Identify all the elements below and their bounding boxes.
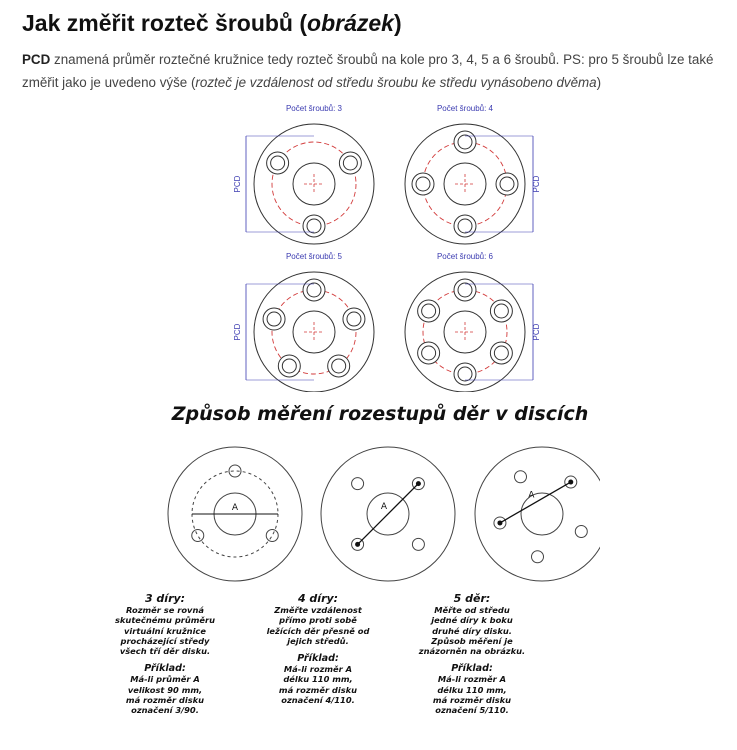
- caption-heading: 3 díry:: [144, 592, 186, 605]
- measure-point: [497, 520, 502, 525]
- caption-heading: 4 díry:: [297, 592, 339, 605]
- bolt-count-label: Počet šroubů: 4: [436, 104, 494, 113]
- caption-line: Rozměr se rovná: [126, 605, 204, 615]
- bolt-hole-outer: [263, 308, 285, 330]
- title-text: Jak změřit rozteč šroubů (: [22, 10, 308, 36]
- bolt-hole-outer: [267, 152, 289, 174]
- bolt-hole: [266, 530, 278, 542]
- bolt-hole-outer: [454, 131, 476, 153]
- caption-line: druhé díry disku.: [432, 625, 512, 636]
- caption-1: [95, 592, 235, 716]
- caption-line: Měřte od středu: [434, 605, 510, 615]
- example-heading: Příklad:: [297, 653, 339, 665]
- measure-label: A: [231, 503, 239, 513]
- intro-close: ): [596, 75, 602, 90]
- example-line: délku 110 mm,: [437, 684, 507, 695]
- caption-line: jedné díry k boku: [431, 615, 513, 626]
- example-line: označení 5/110.: [435, 705, 509, 716]
- wheel-3-bolts: [233, 104, 374, 244]
- bolt-hole-outer: [454, 279, 476, 301]
- wheel-6-bolts: [405, 252, 541, 392]
- example-line: označení 4/110.: [281, 695, 355, 706]
- bolt-hole-outer: [303, 215, 325, 237]
- pcd-label: PCD: [233, 323, 242, 341]
- wheel-4-bolts: [405, 104, 541, 244]
- bolt-hole-outer: [303, 279, 325, 301]
- bolt-hole-outer: [454, 215, 476, 237]
- example-line: má rozměr disku: [125, 695, 205, 706]
- bolt-hole-outer: [339, 152, 361, 174]
- wheel-5-bolts: [233, 252, 374, 392]
- disc-4-holes: [321, 447, 455, 581]
- bolt-hole: [515, 471, 527, 483]
- example-line: označení 3/90.: [131, 705, 199, 716]
- caption-2: [248, 592, 388, 705]
- caption-heading: 5 děr:: [453, 592, 491, 605]
- bolt-count-label: Počet šroubů: 5: [285, 252, 343, 261]
- pcd-label: PCD: [532, 175, 541, 193]
- example-line: Má-li průměr A: [130, 674, 200, 685]
- example-line: velikost 90 mm,: [127, 684, 203, 695]
- caption-line: znázorněn na obrázku.: [418, 646, 526, 657]
- caption-line: všech tří děr disku.: [119, 646, 211, 657]
- caption-line: skutečnému průměru: [114, 615, 216, 626]
- intro-bold: PCD: [22, 52, 51, 67]
- example-line: má rozměr disku: [278, 684, 358, 695]
- bolt-hole: [532, 551, 544, 563]
- pcd-label: PCD: [233, 175, 242, 193]
- bolt-count-label: Počet šroubů: 6: [436, 252, 494, 261]
- bolt-hole-outer: [418, 300, 440, 322]
- bolt-hole: [192, 530, 204, 542]
- page-title: [22, 10, 402, 37]
- measure-point: [568, 480, 573, 485]
- method-title: Způsob měření rozestupů děr v discích: [171, 403, 589, 425]
- caption-line: virtuální kružnice: [124, 625, 206, 636]
- caption-3: [402, 592, 542, 716]
- measurement-diagram: [150, 396, 600, 582]
- disc-3-holes: [168, 447, 302, 581]
- intro-paragraph: [22, 48, 728, 94]
- bolt-hole: [412, 538, 424, 550]
- measure-point: [416, 481, 421, 486]
- pcd-diagram: [210, 96, 550, 392]
- title-suffix: ): [393, 10, 402, 36]
- caption-line: přímo proti sobě: [279, 615, 357, 626]
- bolt-hole: [352, 478, 364, 490]
- disc-5-holes: [475, 447, 600, 581]
- caption-line: procházející středy: [120, 635, 210, 646]
- example-heading: Příklad:: [144, 663, 186, 675]
- bolt-hole-outer: [412, 173, 434, 195]
- measure-label: A: [528, 490, 535, 501]
- example-heading: Příklad:: [451, 663, 493, 675]
- pcd-label: PCD: [532, 323, 541, 341]
- bolt-hole-outer: [278, 355, 300, 377]
- bolt-hole-outer: [418, 342, 440, 364]
- bolt-hole-outer: [328, 355, 350, 377]
- measure-label: A: [380, 502, 388, 512]
- bolt-hole: [575, 525, 587, 537]
- example-line: délku 110 mm,: [283, 674, 353, 685]
- bolt-hole-outer: [490, 300, 512, 322]
- caption-line: Změřte vzdálenost: [274, 605, 362, 615]
- caption-line: Způsob měření je: [431, 635, 513, 646]
- intro-text: znamená průměr roztečné kružnice tedy rozteč šroubů na kole pro 3, 4, 5 a 6 šroubů. PS: pro 5 šroubů lze také změřit jako je uvedeno výše (: [22, 52, 714, 90]
- bolt-hole-outer: [496, 173, 518, 195]
- bolt-hole-outer: [343, 308, 365, 330]
- example-line: Má-li rozměr A: [283, 664, 353, 675]
- example-line: má rozměr disku: [432, 695, 512, 706]
- example-line: Má-li rozměr A: [437, 674, 507, 685]
- bolt-hole-outer: [454, 363, 476, 385]
- title-italic: obrázek: [307, 10, 394, 36]
- bolt-hole-outer: [490, 342, 512, 364]
- measure-point: [355, 542, 360, 547]
- caption-line: ležících děr přesně od: [266, 625, 370, 636]
- bolt-count-label: Počet šroubů: 3: [285, 104, 343, 113]
- intro-italic: rozteč je vzdálenost od středu šroubu ke středu vynásobeno dvěma: [195, 75, 597, 90]
- caption-line: jejich středů.: [287, 635, 349, 646]
